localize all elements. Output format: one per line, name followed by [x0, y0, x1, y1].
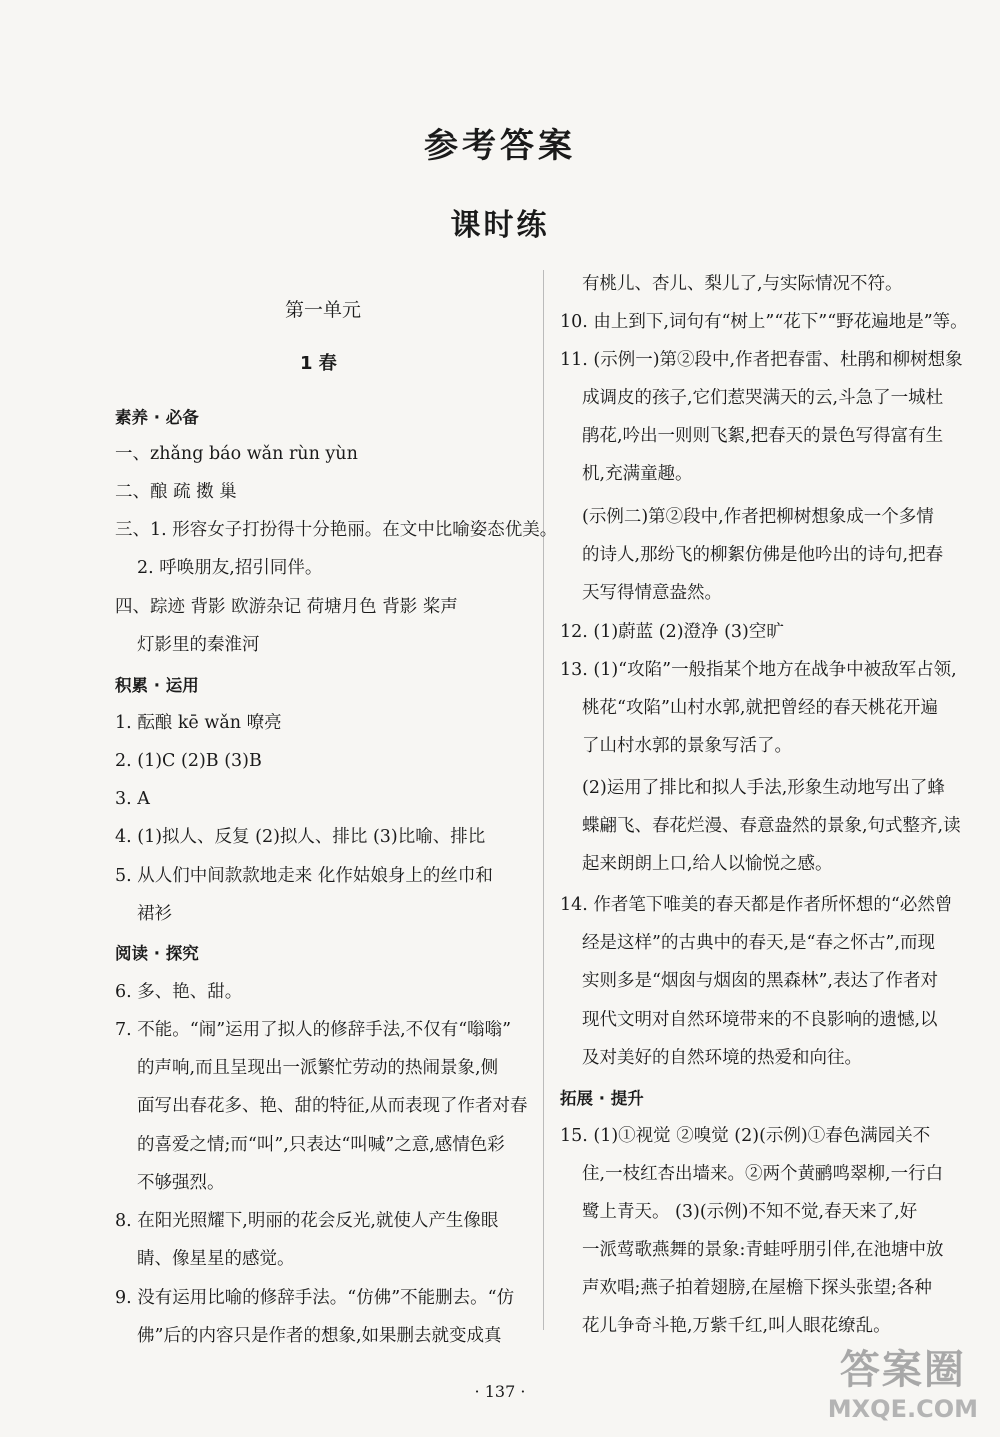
text-line: 的声响,而且呈现出一派繁忙劳动的热闹景象,侧 — [137, 1058, 499, 1078]
text-line: 蝶翩飞、春花烂漫、春意盎然的景象,句式整齐,读 — [582, 816, 961, 836]
text-line: 花儿争奇斗艳,万紫千红,叫人眼花缭乱。 — [582, 1316, 891, 1336]
watermark — [828, 1338, 978, 1423]
text-line: 有桃儿、杏儿、梨儿了,与实际情况不符。 — [582, 274, 903, 294]
text-line: 6. 多、艳、甜。 — [115, 982, 243, 1002]
text-line: 声欢唱;燕子拍着翅膀,在屋檐下探头张望;各种 — [582, 1278, 932, 1298]
text-line: 4. (1)拟人、反复 (2)拟人、排比 (3)比喻、排比 — [115, 827, 486, 847]
watermark-logo: 答案圈 — [839, 1347, 966, 1393]
text-line: 实则多是“烟囱与烟囱的黑森林”,表达了作者对 — [582, 971, 938, 991]
text-line: 14. 作者笔下唯美的春天都是作者所怀想的“必然曾 — [560, 895, 953, 915]
section-heading: 积累 · 运用 — [115, 676, 199, 695]
section-title: 课时练 — [450, 208, 550, 243]
unit-heading: 第一单元 — [285, 299, 362, 321]
text-line: 鹃花,吟出一则则飞絮,把春天的景色写得富有生 — [582, 426, 944, 446]
text-line: 3. A — [115, 789, 150, 809]
text-line: 裙衫 — [137, 904, 172, 924]
text-line: 鹭上青天。 (3)(示例)不知不觉,春天来了,好 — [582, 1202, 918, 1222]
text-line: 了山村水郭的景象写活了。 — [582, 736, 792, 756]
text-line: 7. 不能。“闹”运用了拟人的修辞手法,不仅有“嗡嗡” — [115, 1020, 512, 1040]
text-line: 2. (1)C (2)B (3)B — [115, 751, 262, 771]
page-number: · 137 · — [474, 1382, 526, 1401]
text-line: 成调皮的孩子,它们惹哭满天的云,斗急了一城杜 — [582, 388, 944, 408]
column-divider — [543, 270, 544, 1330]
text-line: 5. 从人们中间款款地走来 化作姑娘身上的丝巾和 — [115, 866, 493, 886]
section-heading: 拓展 · 提升 — [560, 1089, 644, 1108]
text-line: 8. 在阳光照耀下,明丽的花会反光,就使人产生像眼 — [115, 1211, 499, 1231]
text-line: (2)运用了排比和拟人手法,形象生动地写出了蜂 — [582, 778, 945, 798]
text-line: 机,充满童趣。 — [582, 464, 693, 484]
text-line: 及对美好的自然环境的热爱和向往。 — [582, 1048, 862, 1068]
text-line: 不够强烈。 — [137, 1173, 225, 1193]
text-line: 天写得情意盎然。 — [582, 583, 722, 603]
page-title: 参考答案 — [424, 126, 576, 166]
section-heading: 素养 · 必备 — [115, 408, 199, 427]
text-line: 桃花“攻陷”山村水郭,就把曾经的春天桃花开遍 — [582, 698, 938, 718]
text-line: (示例二)第②段中,作者把柳树想象成一个多情 — [582, 507, 934, 527]
text-line: 四、踪迹 背影 欧游杂记 荷塘月色 背影 桨声 — [115, 597, 458, 617]
text-line: 灯影里的秦淮河 — [137, 635, 260, 655]
text-line: 一、zhǎng báo wǎn rùn yùn — [115, 444, 358, 464]
text-line: 1. 酝酿 kē wǎn 嘹亮 — [115, 713, 282, 733]
lesson-heading: 1 春 — [300, 353, 337, 374]
text-line: 面写出春花多、艳、甜的特征,从而表现了作者对春 — [137, 1096, 528, 1116]
section-heading: 阅读 · 探究 — [115, 944, 199, 963]
text-line: 的诗人,那纷飞的柳絮仿佛是他吟出的诗句,把春 — [582, 545, 944, 565]
text-line: 佛”后的内容只是作者的想象,如果删去就变成真 — [137, 1326, 502, 1346]
text-line: 住,一枝红杏出墙来。②两个黄鹂鸣翠柳,一行白 — [582, 1164, 944, 1184]
watermark-url: MXQE.COM — [827, 1395, 978, 1423]
text-line: 10. 由上到下,词句有“树上”“花下”“野花遍地是”等。 — [560, 312, 968, 332]
text-line: 一派莺歌燕舞的景象:青蛙呼朋引伴,在池塘中放 — [582, 1240, 944, 1260]
text-line: 经是这样”的古典中的春天,是“春之怀古”,而现 — [582, 933, 935, 953]
text-line: 9. 没有运用比喻的修辞手法。“仿佛”不能删去。“仿 — [115, 1288, 515, 1308]
text-line: 睛、像星星的感觉。 — [137, 1249, 295, 1269]
text-line: 15. (1)①视觉 ②嗅觉 (2)(示例)①春色满园关不 — [560, 1126, 931, 1146]
text-line: 13. (1)“攻陷”一般指某个地方在战争中被敌军占领, — [560, 660, 957, 680]
text-line: 起来朗朗上口,给人以愉悦之感。 — [582, 854, 833, 874]
text-line: 2. 呼唤朋友,招引同伴。 — [137, 558, 323, 578]
text-line: 12. (1)蔚蓝 (2)澄净 (3)空旷 — [560, 622, 784, 642]
text-line: 二、酿 疏 擞 巢 — [115, 482, 237, 502]
text-line: 现代文明对自然环境带来的不良影响的遗憾,以 — [582, 1010, 938, 1030]
text-line: 的喜爱之情;而“叫”,只表达“叫喊”之意,感情色彩 — [137, 1135, 505, 1155]
text-line: 11. (示例一)第②段中,作者把春雷、杜鹃和柳树想象 — [560, 350, 963, 370]
text-line: 三、1. 形容女子打扮得十分艳丽。在文中比喻姿态优美。 — [115, 520, 558, 540]
